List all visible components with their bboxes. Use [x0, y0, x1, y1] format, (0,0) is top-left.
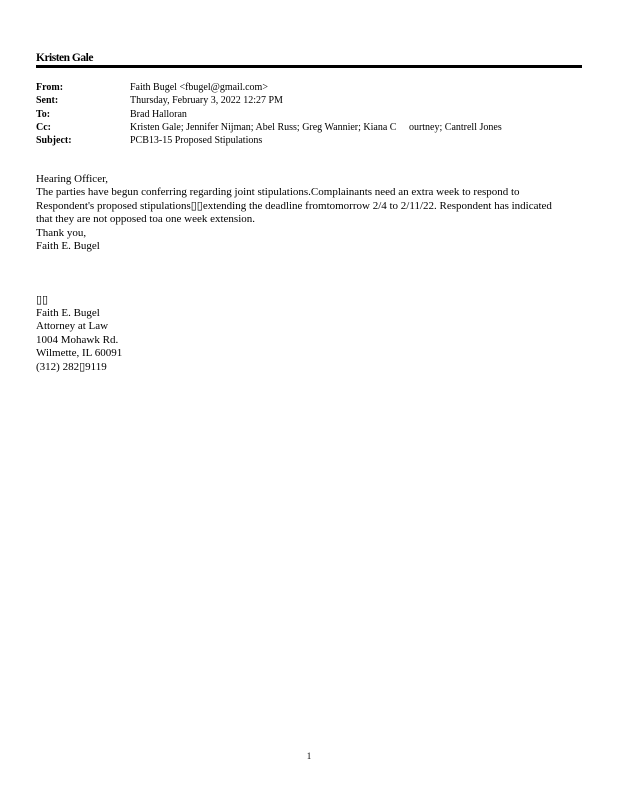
email-body [36, 173, 596, 374]
from-value: Faith Bugel <fbugel@gmail.com> [130, 82, 268, 93]
cc-label: Cc: [36, 121, 51, 133]
salutation: Hearing Officer, [36, 173, 109, 185]
header-divider [36, 65, 582, 68]
subject-value: PCB13-15 Proposed Stipulations [130, 135, 263, 147]
body-line: that they are not opposed toa one week extension. [36, 213, 256, 226]
sent-value: Thursday, February 3, 2022 12:27 PM [130, 95, 283, 107]
to-label: To: [36, 108, 51, 120]
sender-name: Faith E. Bugel [36, 240, 100, 253]
subject-label: Subject: [36, 135, 72, 147]
header-row-from [36, 81, 502, 94]
header-row-to [36, 108, 502, 121]
signature-city: Wilmette, IL 60091 [36, 347, 123, 360]
signature-phone: (312) 282▯9119 [36, 360, 107, 373]
signature-name: Faith E. Bugel [36, 307, 100, 320]
mailbox-owner-name: Kristen Gale [36, 52, 93, 64]
body-line: Respondent's proposed stipulations▯▯extending the deadline fromtomorrow 2/4 to 2/11/22. Respondent has indicated [36, 199, 552, 212]
page-number: 1 [306, 751, 312, 761]
signature-title: Attorney at Law [36, 320, 109, 333]
cc-value: Kristen Gale; Jennifer Nijman; Abel Russ; Greg Wannier; Kiana C ourtney; Cantrell Jones [130, 121, 502, 133]
sent-label: Sent: [36, 95, 59, 107]
header-row-sent [36, 94, 502, 107]
signature-street: 1004 Mohawk Rd. [36, 333, 119, 346]
signature-glyphs: ▯▯ [36, 293, 49, 306]
body-line: The parties have begun conferring regarding joint stipulations.Complainants need an extra week to respond to [36, 186, 520, 199]
header-row-subject [36, 134, 502, 147]
header-row-cc [36, 121, 502, 134]
closing: Thank you, [36, 226, 87, 239]
to-value: Brad Halloran [130, 108, 187, 120]
email-header-block [36, 81, 502, 147]
from-label: From: [36, 82, 64, 93]
